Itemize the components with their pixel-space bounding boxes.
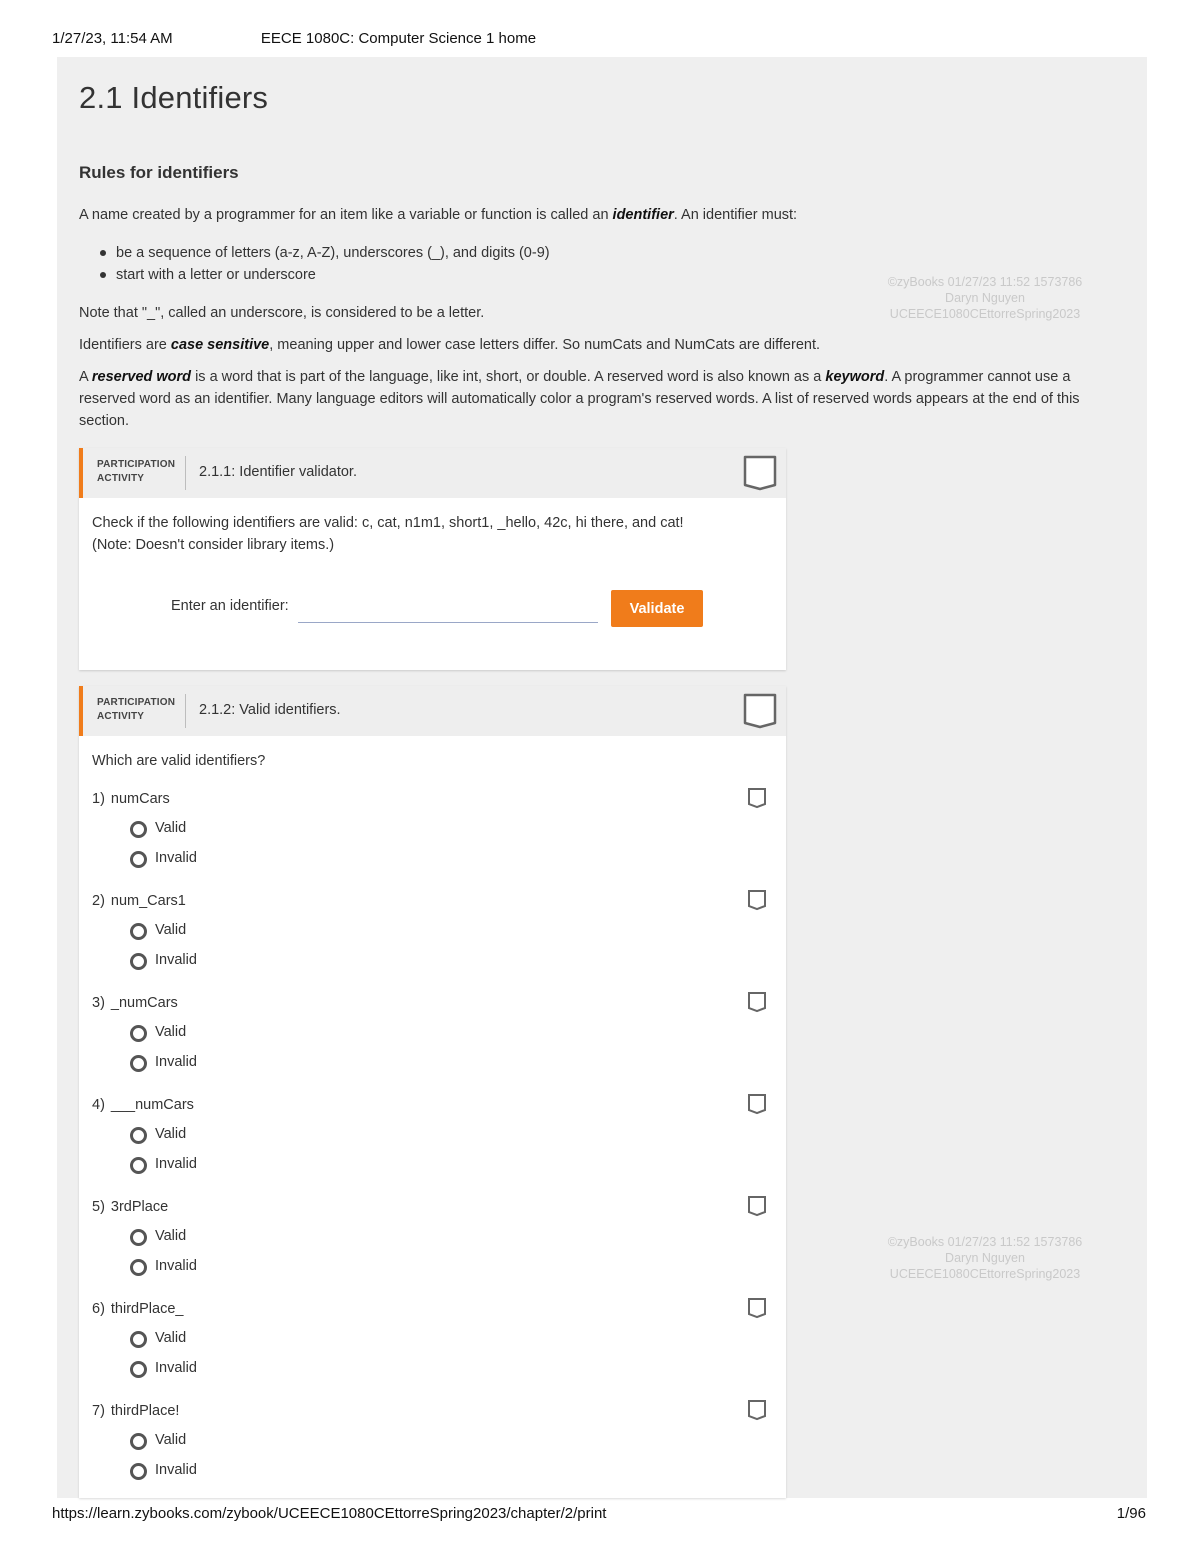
paragraph-underscore-note: Note that "_", called an underscore, is considered to be a letter. xyxy=(79,305,485,321)
question-item: 6) thirdPlace_ Valid Invalid xyxy=(92,1301,782,1401)
radio-unchecked-icon[interactable] xyxy=(130,821,147,838)
checkbox-outline-icon xyxy=(747,787,767,809)
list-item: be a sequence of letters (a-z, A-Z), underscores (_), and digits (0-9) xyxy=(100,242,550,264)
radio-unchecked-icon[interactable] xyxy=(130,923,147,940)
paragraph-reserved-word: A reserved word is a word that is part of the language, like int, short, or double. A reserved word is also known as a keyword. A programmer cannot use a reserved word as an identifier. Many language editors will automatically color a program's reserved words. A list of reserved words appears at the end of this section. xyxy=(79,369,1080,429)
paragraph-identifier-definition: A name created by a programmer for an item like a variable or function is called an identifier. An identifier must: xyxy=(79,207,798,223)
identifier-input-label: Enter an identifier: xyxy=(171,598,289,614)
radio-unchecked-icon[interactable] xyxy=(130,1331,147,1348)
question-label: 1) numCars xyxy=(92,791,170,807)
radio-unchecked-icon[interactable] xyxy=(130,1229,147,1246)
paragraph-case-sensitive: Identifiers are case sensitive, meaning upper and lower case letters differ. So numCats and NumCats are different. xyxy=(79,337,821,353)
radio-unchecked-icon[interactable] xyxy=(130,1463,147,1480)
print-footer xyxy=(0,1505,1200,1525)
activity-title: 2.1.1: Identifier validator. xyxy=(199,464,357,480)
radio-unchecked-icon[interactable] xyxy=(130,1055,147,1072)
question-intro: Which are valid identifiers? xyxy=(92,753,266,769)
question-item: 2) num_Cars1 Valid Invalid xyxy=(92,893,782,993)
identifier-rules-list xyxy=(100,242,550,286)
question-item: 1) numCars Valid Invalid xyxy=(92,791,782,891)
print-page-title: EECE 1080C: Computer Science 1 home xyxy=(260,30,537,47)
term-keyword: keyword xyxy=(825,369,885,385)
radio-unchecked-icon[interactable] xyxy=(130,1259,147,1276)
radio-unchecked-icon[interactable] xyxy=(130,1157,147,1174)
print-date: 1/27/23, 11:54 AM xyxy=(52,30,173,47)
page-count: 1/96 xyxy=(1116,1505,1146,1522)
activity-type-label: PARTICIPATION ACTIVITY xyxy=(97,697,176,722)
bookmark-outline-icon xyxy=(743,455,777,491)
validate-button[interactable]: Validate xyxy=(611,590,703,627)
radio-unchecked-icon[interactable] xyxy=(130,1433,147,1450)
header-divider xyxy=(185,456,186,490)
question-item: 5) 3rdPlace Valid Invalid xyxy=(92,1199,782,1299)
activity-header xyxy=(79,686,786,736)
term-case-sensitive: case sensitive xyxy=(170,337,270,353)
term-reserved-word: reserved word xyxy=(91,369,192,385)
watermark: ©zyBooks 01/27/23 11:52 1573786 Daryn Nguyen UCEECE1080CEttorreSpring2023 xyxy=(887,1235,1083,1281)
question-item: 4) ___numCars Valid Invalid xyxy=(92,1097,782,1197)
question-label: 6) thirdPlace_ xyxy=(92,1301,184,1317)
question-item: 7) thirdPlace! Valid Invalid xyxy=(92,1403,782,1503)
radio-unchecked-icon[interactable] xyxy=(130,1361,147,1378)
section-title: 2.1 Identifiers xyxy=(79,80,269,115)
question-label: 2) num_Cars1 xyxy=(92,893,186,909)
checkbox-outline-icon xyxy=(747,1297,767,1319)
header-divider xyxy=(185,694,186,728)
checkbox-outline-icon xyxy=(747,1195,767,1217)
participation-activity-valid-identifiers xyxy=(79,686,786,1498)
question-item: 3) _numCars Valid Invalid xyxy=(92,995,782,1095)
bookmark-outline-icon xyxy=(743,693,777,729)
activity-type-label: PARTICIPATION ACTIVITY xyxy=(97,459,176,484)
question-label: 4) ___numCars xyxy=(92,1097,194,1113)
radio-unchecked-icon[interactable] xyxy=(130,851,147,868)
question-label: 7) thirdPlace! xyxy=(92,1403,180,1419)
radio-unchecked-icon[interactable] xyxy=(130,1127,147,1144)
term-identifier: identifier xyxy=(612,207,674,223)
activity-instructions: Check if the following identifiers are valid: c, cat, n1m1, short1, _hello, 42c, hi there, and cat! (Note: Doesn't consider library items.) xyxy=(92,515,684,553)
radio-unchecked-icon[interactable] xyxy=(130,1025,147,1042)
section-subheading: Rules for identifiers xyxy=(79,163,239,182)
checkbox-outline-icon xyxy=(747,889,767,911)
question-label: 5) 3rdPlace xyxy=(92,1199,169,1215)
list-item: start with a letter or underscore xyxy=(100,264,550,286)
checkbox-outline-icon xyxy=(747,1399,767,1421)
checkbox-outline-icon xyxy=(747,991,767,1013)
participation-activity-identifier-validator xyxy=(79,448,786,670)
activity-header xyxy=(79,448,786,498)
identifier-input[interactable] xyxy=(298,591,598,623)
checkbox-outline-icon xyxy=(747,1093,767,1115)
watermark: ©zyBooks 01/27/23 11:52 1573786 Daryn Nguyen UCEECE1080CEttorreSpring2023 xyxy=(887,275,1083,321)
radio-unchecked-icon[interactable] xyxy=(130,953,147,970)
print-header xyxy=(0,30,1200,50)
activity-title: 2.1.2: Valid identifiers. xyxy=(199,702,341,718)
print-url: https://learn.zybooks.com/zybook/UCEECE1080CEttorreSpring2023/chapter/2/print xyxy=(52,1505,607,1522)
question-label: 3) _numCars xyxy=(92,995,178,1011)
